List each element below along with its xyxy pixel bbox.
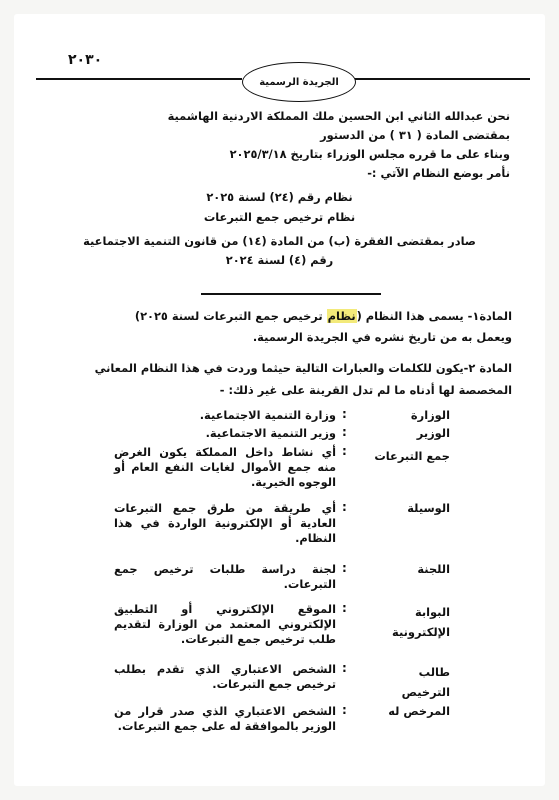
header-rule-left bbox=[36, 78, 242, 80]
definition-colon: : bbox=[342, 500, 347, 514]
gazette-seal bbox=[242, 62, 356, 102]
article-1-line-2: ويعمل به من تاريخ نشره في الجريدة الرسمية. bbox=[252, 330, 512, 344]
preamble-line-2: بمقتضى المادة ( ٣١ ) من الدستور bbox=[320, 128, 510, 142]
section-divider bbox=[201, 293, 381, 295]
regulation-title: نظام ترخيص جمع التبرعات bbox=[203, 210, 356, 224]
definition-term-applicant: طالب الترخيص bbox=[401, 665, 450, 699]
definition-text-ministry: وزارة التنمية الاجتماعية. bbox=[199, 408, 336, 422]
definition-term-donations: جمع التبرعات bbox=[374, 449, 450, 463]
page-number: ٢٠٣٠ bbox=[68, 52, 103, 68]
definition-term-ministry: الوزارة bbox=[410, 408, 450, 422]
definition-text-committee: لجنة دراسة طلبات ترخيص جمع التبرعات. bbox=[114, 562, 336, 591]
highlighted-word: نظام bbox=[327, 309, 356, 323]
definition-colon: : bbox=[342, 425, 347, 439]
regulation-issued-under: صادر بمقتضى الفقرة (ب) من المادة (١٤) من قانون التنمية الاجتماعية bbox=[83, 234, 476, 248]
definition-term-committee: اللجنة bbox=[417, 562, 450, 576]
definition-text-licensee: الشخص الاعتباري الذي صدر قرار من الوزير بالموافقة له على جمع التبرعات. bbox=[114, 704, 336, 733]
definition-text-applicant: الشخص الاعتباري الذي تقدم بطلب ترخيص جمع التبرعات. bbox=[114, 662, 336, 691]
regulation-law-number: رقم (٤) لسنة ٢٠٢٤ bbox=[225, 253, 334, 267]
definition-colon: : bbox=[342, 561, 347, 575]
definition-term-portal: البوابة الإلكترونية bbox=[392, 605, 450, 639]
preamble-line-3: وبناء على ما قرره مجلس الوزراء بتاريخ ٢٠٢٥/٣/١٨ bbox=[229, 147, 510, 161]
definition-term-licensee: المرخص له bbox=[388, 704, 450, 718]
definition-text-portal: الموقع الإلكتروني أو التطبيق الإلكتروني المعتمد من الوزارة لتقديم طلب ترخيص جمع التبرعات. bbox=[114, 602, 336, 646]
definition-term-minister: الوزير bbox=[416, 426, 450, 440]
definition-colon: : bbox=[342, 703, 347, 717]
definition-colon: : bbox=[342, 661, 347, 675]
gazette-label: الجريدة الرسمية bbox=[259, 76, 339, 88]
definition-colon: : bbox=[342, 407, 347, 421]
article-1-line-1 bbox=[135, 308, 512, 324]
article-2-line-1: المادة ٢-يكون للكلمات والعبارات التالية حيثما وردت في هذا النظام المعاني bbox=[94, 361, 512, 375]
definition-text-means: أي طريقة من طرق جمع التبرعات العادية أو الإلكترونية الواردة في هذا النظام. bbox=[114, 501, 336, 545]
preamble-line-4: نأمر بوضع النظام الآتي :- bbox=[367, 166, 510, 180]
definition-text-minister: وزير التنمية الاجتماعية. bbox=[205, 426, 336, 440]
definition-colon: : bbox=[342, 601, 347, 615]
regulation-number: نظام رقم (٢٤) لسنة ٢٠٢٥ bbox=[206, 190, 353, 204]
article-1-text-end: ترخيص جمع التبرعات لسنة ٢٠٢٥) bbox=[134, 309, 327, 323]
definition-text-donations: أي نشاط داخل المملكة يكون الغرض منه جمع الأموال لغايات النفع العام أو الوجوه الخيرية. bbox=[114, 445, 336, 489]
article-1-text-start: المادة١- يسمى هذا النظام ( bbox=[356, 309, 512, 323]
preamble-line-1: نحن عبدالله الثاني ابن الحسين ملك المملكة الاردنية الهاشمية bbox=[167, 109, 510, 123]
definition-colon: : bbox=[342, 444, 347, 458]
definition-term-means: الوسيلة bbox=[407, 501, 450, 515]
article-2-line-2: المخصصة لها أدناه ما لم تدل القرينة على غير ذلك: - bbox=[219, 383, 512, 397]
header-rule-right bbox=[354, 78, 530, 80]
document-page bbox=[14, 14, 545, 786]
